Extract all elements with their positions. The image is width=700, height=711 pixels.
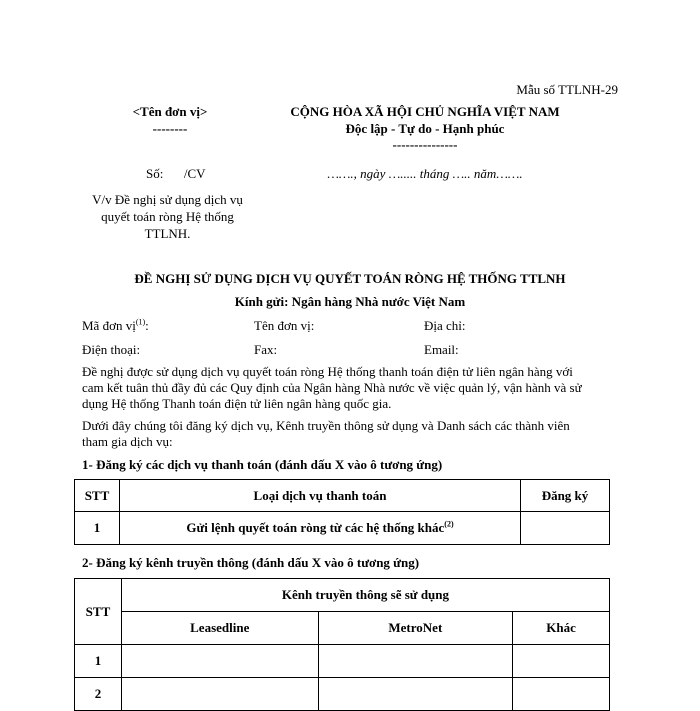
other-checkbox-cell[interactable] (513, 645, 610, 678)
unit-code-label: Mã đơn vị (82, 318, 136, 333)
table-header-row (75, 480, 610, 512)
table-header-row (75, 612, 610, 645)
table-row (75, 512, 610, 545)
service-header: Loại dịch vụ thanh toán (120, 480, 521, 512)
request-paragraph (82, 364, 622, 412)
paragraph-line: Đề nghị được sử dụng dịch vụ quyết toán ròng Hệ thống thanh toán điện tử liên ngân hàng với (82, 364, 573, 379)
metronet-checkbox-cell[interactable] (318, 678, 513, 711)
stt-header: STT (75, 480, 120, 512)
table-row (75, 645, 610, 678)
number-suffix: /CV (183, 166, 206, 181)
motto: Độc lập - Tự do - Hạnh phúc (345, 121, 505, 136)
service-name: Gửi lệnh quyết toán ròng từ các hệ thống khác (186, 520, 445, 535)
subject-line: quyết toán ròng Hệ thống (101, 209, 234, 224)
register-checkbox-cell[interactable] (521, 512, 610, 545)
service-cell (120, 512, 521, 545)
document-title: ĐỀ NGHỊ SỬ DỤNG DỊCH VỤ QUYẾT TOÁN RÒNG HỆ THỐNG TTLNH (134, 271, 566, 286)
right-divider: --------------- (392, 137, 458, 152)
unit-code-field (82, 318, 149, 334)
footnote-2: (2) (444, 519, 454, 529)
form-code: Mẫu số TTLNH-29 (516, 82, 618, 97)
left-divider: -------- (152, 121, 188, 136)
recipient: Kính gửi: Ngân hàng Nhà nước Việt Nam (234, 294, 466, 309)
table-header-row (75, 579, 610, 612)
country-name: CỘNG HÒA XÃ HỘI CHỦ NGHĨA VIỆT NAM (290, 104, 560, 119)
leasedline-checkbox-cell[interactable] (121, 645, 318, 678)
subject-line: TTLNH. (144, 226, 191, 241)
paragraph-line: Dưới đây chúng tôi đăng ký dịch vụ, Kênh truyền thông sử dụng và Danh sách các thành viên (82, 418, 570, 433)
table-row (75, 678, 610, 711)
email-field: Email: (424, 342, 459, 357)
paragraph-line: dụng Hệ thống Thanh toán điện tử liên ngân hàng quốc gia. (82, 396, 392, 411)
channel-group-header: Kênh truyền thông sẽ sử dụng (121, 579, 609, 612)
number-label: Số: (146, 166, 164, 181)
stt-cell: 1 (75, 645, 122, 678)
section2-heading: 2- Đăng ký kênh truyền thông (đánh dấu X vào ô tương ứng) (82, 555, 420, 570)
metronet-checkbox-cell[interactable] (318, 645, 513, 678)
fax-field: Fax: (254, 342, 278, 357)
service-table (74, 479, 610, 545)
section1-heading: 1- Đăng ký các dịch vụ thanh toán (đánh dấu X vào ô tương ứng) (82, 457, 443, 472)
other-checkbox-cell[interactable] (513, 678, 610, 711)
leasedline-header: Leasedline (121, 612, 318, 645)
phone-field: Điện thoại: (82, 342, 141, 357)
metronet-header: MetroNet (318, 612, 513, 645)
channel-table (74, 578, 610, 711)
address-field: Địa chỉ: (424, 318, 466, 333)
paragraph-line: cam kết tuân thủ đầy đủ các Quy định của Ngân hàng Nhà nước về việc quản lý, vận hành và sử (82, 380, 582, 395)
other-header: Khác (513, 612, 610, 645)
date-line: ……., ngày …..... tháng ….. năm……. (327, 166, 523, 181)
register-header: Đăng ký (521, 480, 610, 512)
registration-paragraph (82, 418, 622, 450)
subject-line: V/v Đề nghị sử dụng dịch vụ (92, 192, 243, 207)
unit-name-field: Tên đơn vị: (254, 318, 315, 333)
unit-code-colon: : (145, 318, 149, 333)
stt-cell: 2 (75, 678, 122, 711)
footnote-1: (1) (135, 317, 146, 327)
subject (80, 191, 255, 242)
document-number (146, 166, 206, 182)
leasedline-checkbox-cell[interactable] (121, 678, 318, 711)
stt-header: STT (75, 579, 122, 645)
paragraph-line: tham gia dịch vụ: (82, 434, 173, 449)
unit-name-placeholder: <Tên đơn vị> (132, 104, 208, 119)
stt-cell: 1 (75, 512, 120, 545)
